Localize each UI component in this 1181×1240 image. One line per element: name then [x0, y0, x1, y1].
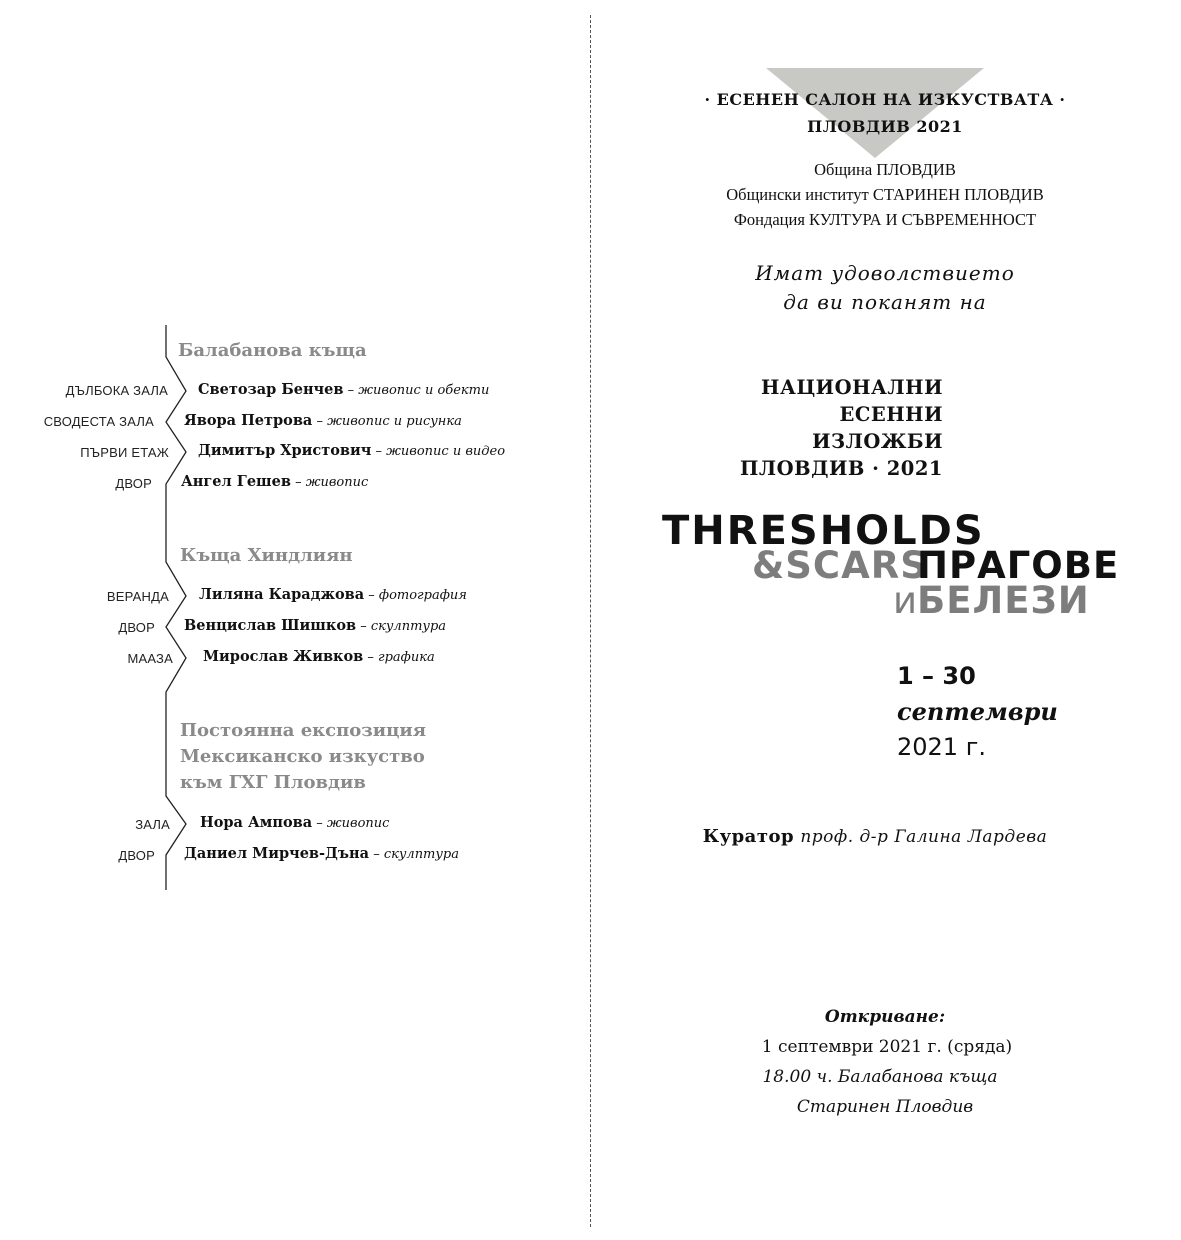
- artist-medium: – живопис и рисунка: [312, 414, 462, 429]
- room-label: ДЪЛБОКА ЗАЛА: [65, 383, 168, 398]
- room-label: ВЕРАНДА: [106, 589, 169, 604]
- opening-label: Откриване:: [824, 1007, 946, 1027]
- invitation-line: да ви поканят на: [783, 290, 987, 314]
- artist-medium: – скулптура: [369, 847, 460, 862]
- exhibition-title-line: ИЗЛОЖБИ: [812, 430, 943, 453]
- opening-date: 1 септември 2021 г. (сряда): [761, 1037, 1013, 1057]
- salon-city-year: ПЛОВДИВ 2021: [807, 117, 963, 136]
- venue-hindliyan: [180, 543, 353, 569]
- artist-entry: [184, 617, 446, 634]
- artist-entry: [181, 473, 368, 490]
- opening-time-place: 18.00 ч. Балабанова къща: [762, 1067, 998, 1087]
- fold-line: [590, 15, 591, 1227]
- organizer: Общински институт СТАРИНЕН ПЛОВДИВ: [726, 185, 1044, 204]
- triangle-emblem: [766, 68, 984, 158]
- salon-title: · ЕСЕНЕН САЛОН НА ИЗКУСТВАТА ·: [704, 90, 1066, 109]
- artist-medium: – скулптура: [356, 619, 447, 634]
- date-month: септември: [897, 697, 1058, 726]
- logo-thresholds: THRESHOLDS: [662, 508, 985, 554]
- organizer: Фондация КУЛТУРА И СЪВРЕМЕННОСТ: [733, 210, 1037, 229]
- artist-entry: [200, 814, 389, 831]
- date-year: 2021 г.: [897, 733, 986, 761]
- venue-name-line: Постоянна експозиция: [180, 720, 427, 741]
- venue-name-line: Мексиканско изкуство: [180, 746, 425, 767]
- artist-name: Нора Ампова: [200, 814, 313, 831]
- logo-scars: &SCARS: [752, 544, 928, 587]
- venue-permanent-exhibition: [180, 718, 426, 796]
- room-label: ДВОР: [118, 848, 155, 863]
- artist-name: Светозар Бенчев: [198, 381, 344, 398]
- artist-name: Ангел Гешев: [181, 473, 291, 490]
- exhibition-title: [700, 374, 943, 482]
- artist-name: Венцислав Шишков: [184, 617, 357, 634]
- artist-name: Лиляна Караджова: [199, 586, 365, 603]
- artist-name: Димитър Христович: [198, 442, 372, 459]
- room-label: ЗАЛА: [135, 817, 170, 832]
- room-label: ПЪРВИ ЕТАЖ: [80, 445, 169, 460]
- artist-entry: [198, 381, 489, 398]
- exhibition-title-line: НАЦИОНАЛНИ: [761, 376, 943, 399]
- curator-name: проф. д-р Галина Лардева: [800, 827, 1048, 847]
- exhibition-title-line: ПЛОВДИВ · 2021: [739, 457, 943, 480]
- artist-medium: – живопис: [312, 816, 390, 831]
- artist-entry: [184, 845, 459, 862]
- venue-name-line: към ГХГ Пловдив: [180, 772, 366, 793]
- artist-medium: – живопис и видео: [371, 444, 506, 459]
- logo-i: и: [893, 579, 919, 622]
- curator-label: Куратор: [702, 826, 795, 847]
- venue-balabanova: [178, 338, 367, 364]
- date-range: 1 – 30: [897, 662, 976, 690]
- room-label: МААЗА: [127, 651, 173, 666]
- artist-medium: – живопис: [290, 475, 369, 490]
- logo-pragove: ПРАГОВЕ: [917, 544, 1120, 587]
- invitation-line: Имат удоволствието: [755, 261, 1015, 285]
- artist-medium: – графика: [363, 650, 435, 665]
- opening-location: Старинен Пловдив: [796, 1097, 974, 1117]
- artist-name: Явора Петрова: [184, 412, 313, 429]
- room-label: ДВОР: [115, 476, 152, 491]
- exhibition-title-line: ЕСЕННИ: [839, 403, 943, 426]
- organizer: Община ПЛОВДИВ: [814, 160, 956, 179]
- venue-name: Къща Хиндлиян: [180, 545, 353, 566]
- artist-name: Даниел Мирчев-Дъна: [184, 845, 370, 862]
- venue-name: Балабанова къща: [178, 340, 367, 361]
- artist-medium: – живопис и обекти: [343, 383, 490, 398]
- artist-name: Мирослав Живков: [203, 648, 364, 665]
- artist-entry: [198, 442, 505, 459]
- logo-belezi: БЕЛЕЗИ: [917, 579, 1090, 622]
- artist-entry: [203, 648, 435, 665]
- artist-medium: – фотография: [364, 588, 467, 603]
- artist-entry: [199, 586, 467, 603]
- artist-entry: [184, 412, 462, 429]
- room-label: СВОДЕСТА ЗАЛА: [43, 414, 154, 429]
- curator: [610, 826, 1140, 847]
- room-label: ДВОР: [118, 620, 155, 635]
